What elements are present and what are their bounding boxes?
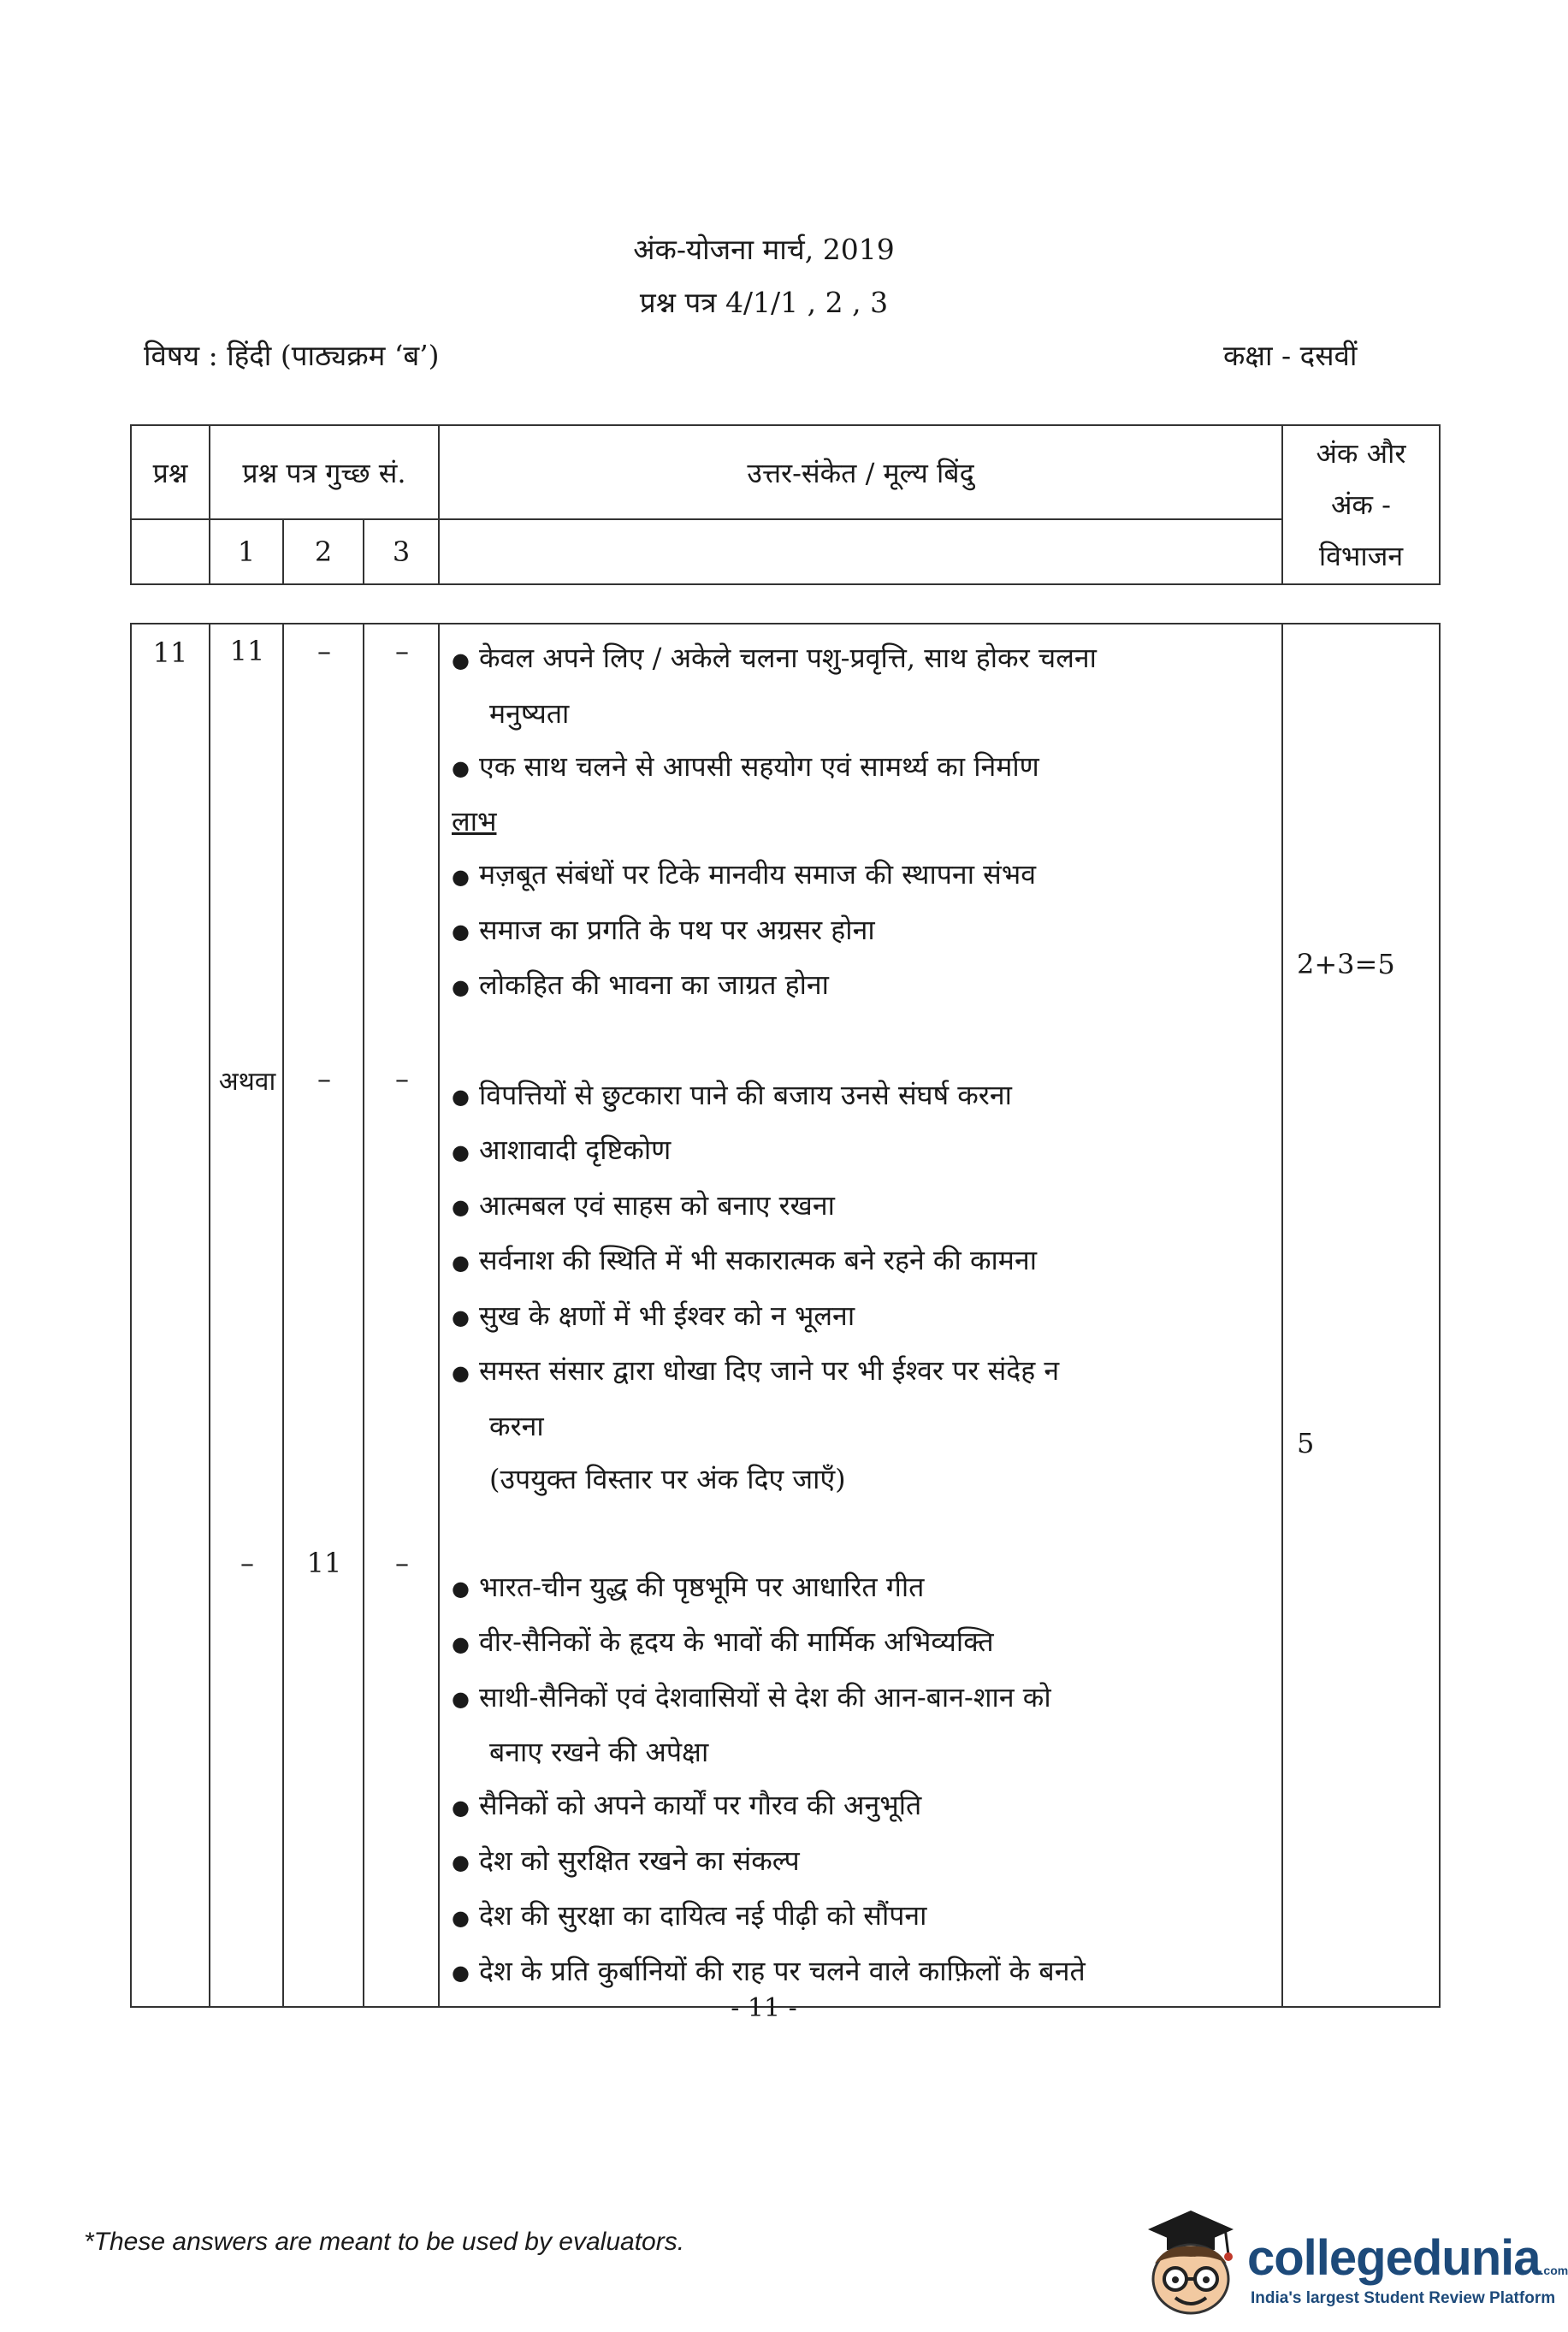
- set2-cell: [283, 624, 364, 2007]
- answer-text: भारत-चीन युद्ध की पृष्ठभूमि पर आधारित गीत: [479, 1570, 925, 1603]
- set3-cell: [364, 624, 439, 2007]
- bullet-item: [452, 958, 1269, 1014]
- marks-cell: [1282, 624, 1440, 2007]
- text-line: [452, 687, 1269, 740]
- bullet-icon: ●: [452, 1850, 470, 1874]
- col-set: प्रश्न पत्र गुच्छ सं.: [210, 425, 439, 519]
- answer-text: विपत्तियों से छुटकारा पाने की बजाय उनसे संघर्ष करना: [479, 1078, 1012, 1111]
- bullet-item: [452, 1179, 1269, 1234]
- text-line: [452, 1725, 1269, 1779]
- page-title: अंक-योजना मार्च, 2019: [633, 233, 895, 266]
- set3-row2: –: [395, 1062, 409, 1095]
- marks-heading-2: अंक -: [1330, 488, 1391, 521]
- answer-text: समाज का प्रगति के पथ पर अग्रसर होना: [479, 913, 875, 946]
- logo-tagline: India's largest Student Review Platform: [1251, 2289, 1556, 2307]
- bullet-item: [452, 1560, 1269, 1616]
- answer-text: देश की सुरक्षा का दायित्व नई पीढ़ी को सौंपना: [479, 1899, 927, 1932]
- bullet-item: [452, 1068, 1269, 1124]
- answer-content: [439, 624, 1282, 2007]
- bullet-icon: ●: [452, 648, 470, 672]
- answer-text: समस्त संसार द्वारा धोखा दिए जाने पर भी ईश्वर पर संदेह न: [479, 1354, 1060, 1387]
- col-question-blank: [131, 519, 210, 584]
- bullet-icon: ●: [452, 1795, 470, 1820]
- set3-row1: –: [395, 635, 409, 667]
- header-table: [130, 424, 1441, 585]
- collegedunia-logo[interactable]: [1247, 2229, 1568, 2287]
- answer-text: लाभ: [452, 805, 497, 838]
- bullet-icon: ●: [452, 1577, 470, 1601]
- answer-text: साथी-सैनिकों एवं देशवासियों से देश की आन-बान-शान को: [479, 1680, 1051, 1713]
- bullet-item: [452, 1889, 1269, 1944]
- bullet-icon: ●: [452, 1139, 470, 1164]
- bullet-item: [452, 1671, 1269, 1726]
- bullet-item: [452, 1344, 1269, 1400]
- class-label: कक्षा - दसवीं: [1223, 339, 1358, 372]
- answer-text: केवल अपने लिए / अकेले चलना पशु-प्रवृत्ति, साथ होकर चलना: [479, 642, 1097, 674]
- marks-heading-1: अंक और: [1316, 437, 1406, 470]
- bullet-item: [452, 1234, 1269, 1289]
- evaluator-note: *These answers are meant to be used by evaluators.: [84, 2228, 685, 2256]
- bullet-item: [452, 1779, 1269, 1834]
- bullet-icon: ●: [452, 1305, 470, 1329]
- set3-row3: –: [395, 1547, 409, 1579]
- bullet-icon: ●: [452, 1687, 470, 1711]
- col-answer: उत्तर-संकेत / मूल्य बिंदु: [439, 425, 1282, 519]
- bullet-item: [452, 848, 1269, 903]
- answer-block-1: [452, 631, 1269, 1014]
- question-number-cell: [131, 624, 210, 2007]
- bullet-icon: ●: [452, 756, 470, 780]
- answer-block-2: [452, 1068, 1269, 1506]
- text-line: [452, 795, 1269, 848]
- set2-row1: –: [317, 635, 331, 667]
- subject-label: विषय : हिंदी (पाठ्यक्रम ‘ब’): [144, 339, 440, 372]
- set1-cell: [210, 624, 283, 2007]
- answer-text: मनुष्यता: [489, 696, 570, 730]
- answer-table: [130, 623, 1441, 2008]
- paper-code: प्रश्न पत्र 4/1/1 , 2 , 3: [639, 286, 889, 319]
- answer-text: सुख के क्षणों में भी ईश्वर को न भूलना: [479, 1299, 855, 1332]
- bullet-icon: ●: [452, 1631, 470, 1656]
- answer-text: वीर-सैनिकों के हृदय के भावों की मार्मिक अभिव्यक्ति: [479, 1625, 994, 1658]
- bullet-item: [452, 1834, 1269, 1890]
- answer-text: देश को सुरक्षित रखने का संकल्प: [479, 1844, 800, 1877]
- col-marks: [1282, 425, 1440, 584]
- bullet-icon: ●: [452, 1250, 470, 1275]
- collegedunia-mascot-icon: [1131, 2204, 1242, 2323]
- marks-value-2: 5: [1297, 1427, 1315, 1459]
- answer-text: देश के प्रति कुर्बानियों की राह पर चलने वाले काफ़िलों के बनते: [479, 1954, 1086, 1987]
- set1-row1: 11: [229, 635, 265, 667]
- bullet-icon: ●: [452, 864, 470, 889]
- bullet-icon: ●: [452, 1961, 470, 1985]
- set1-row3: –: [240, 1547, 254, 1579]
- text-line: [452, 1400, 1269, 1453]
- answer-text: बनाए रखने की अपेक्षा: [489, 1736, 709, 1768]
- bullet-icon: ●: [452, 1085, 470, 1109]
- answer-text: सर्वनाश की स्थिति में भी सकारात्मक बने रहने की कामना: [479, 1244, 1037, 1276]
- set-num-2: 2: [283, 519, 364, 584]
- col-question: प्रश्न: [131, 425, 210, 519]
- bullet-icon: ●: [452, 1905, 470, 1930]
- marks-value-1: 2+3=5: [1297, 948, 1395, 980]
- answer-text: मज़बूत संबंधों पर टिके मानवीय समाज की स्थापना संभव: [479, 858, 1037, 891]
- set2-row3: 11: [306, 1547, 342, 1579]
- answer-text: एक साथ चलने से आपसी सहयोग एवं सामर्थ्य का निर्माण: [479, 749, 1039, 783]
- set-num-1: 1: [210, 519, 283, 584]
- set2-row2: –: [317, 1062, 331, 1095]
- bullet-icon: ●: [452, 1195, 470, 1219]
- col-answer-blank: [439, 519, 1282, 584]
- bullet-icon: ●: [452, 920, 470, 944]
- answer-text: आशावादी दृष्टिकोण: [479, 1133, 672, 1166]
- bullet-icon: ●: [452, 1360, 470, 1385]
- page-number: - 11 -: [731, 1993, 797, 2023]
- bullet-item: [452, 631, 1269, 687]
- marks-heading-3: विभाजन: [1318, 540, 1404, 572]
- logo-suffix: .com: [1540, 2264, 1568, 2277]
- answer-text: (उपयुक्त विस्तार पर अंक दिए जाएँ): [489, 1462, 846, 1495]
- question-number: 11: [152, 636, 188, 669]
- bullet-item: [452, 740, 1269, 796]
- answer-block-3: [452, 1560, 1269, 2000]
- set-num-3: 3: [364, 519, 439, 584]
- bullet-item: [452, 1944, 1269, 2000]
- answer-text: करना: [489, 1409, 544, 1442]
- answer-text: लोकहित की भावना का जाग्रत होना: [479, 968, 829, 1001]
- bullet-item: [452, 1615, 1269, 1671]
- bullet-item: [452, 1289, 1269, 1345]
- text-line: [452, 1453, 1269, 1506]
- logo-wordmark: collegedunia: [1247, 2230, 1541, 2286]
- bullet-icon: ●: [452, 974, 470, 999]
- answer-text: सैनिकों को अपने कार्यों पर गौरव की अनुभूति: [479, 1789, 922, 1821]
- set1-row2: अथवा: [218, 1067, 276, 1097]
- answer-text: आत्मबल एवं साहस को बनाए रखना: [479, 1188, 835, 1222]
- bullet-item: [452, 903, 1269, 959]
- bullet-item: [452, 1123, 1269, 1179]
